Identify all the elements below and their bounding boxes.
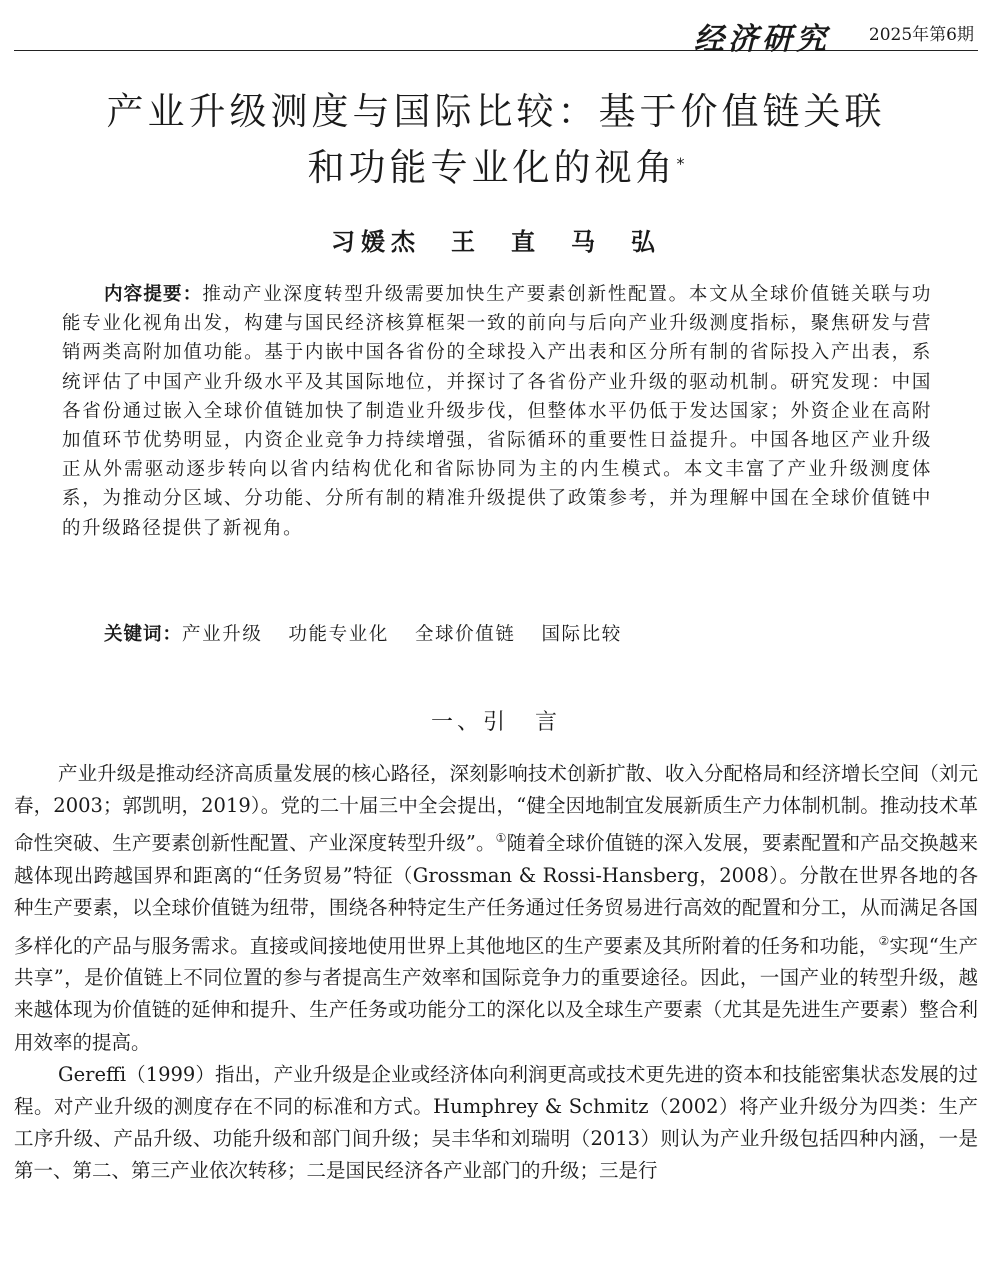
- title-footnote-mark: *: [676, 154, 685, 173]
- footnote-ref[interactable]: ②: [878, 933, 890, 948]
- authors: 习媛杰 王 直 马 弘: [331, 228, 661, 256]
- body-text: [14, 758, 978, 1188]
- abstract-label: 内容提要：: [104, 284, 203, 305]
- paragraph: Gereffi（1999）指出，产业升级是企业或经济体向利润更高或技术更先进的资本和技能密集状态发展的过程。对产业升级的测度存在不同的标准和方式。Humphrey & Schmitz（2002）将产业升级分为四类：生产工序升级、产品升级、功能升级和部门间升级；吴丰华和刘瑞明（2013）则认为产业升级包括四种内涵，一是第一、第二、第三产业依次转移；二是国民经济各产业部门的升级；三是行: [14, 1062, 979, 1183]
- paragraph: 产业升级是推动经济高质量发展的核心路径，深刻影响技术创新扩散、收入分配格局和经济增长空间（刘元春，2003；郭凯明，2019）。党的二十届三中全会提出，“健全因地制宜发展新质生产力体制机制。推动技术革命性突破、生产要素创新性配置、产业深度转型升级”。①随着全球价值链的深入发展，要素配置和产品交换越来越体现出跨越国界和距离的“任务贸易”特征（Grossman & Rossi-Hansberg，2008）。分散在世界各地的各种生产要素，以全球价值链为纽带，围绕各种特定生产任务通过任务贸易进行高效的配置和分工，从而满足各国多样化的产品与服务需求。直接或间接地使用世界上其他地区的生产要素及其所附着的任务和功能，②实现“生产共享”，是价值链上不同位置的参与者提高生产效率和国际竞争力的重要途径。因此，一国产业的转型升级，越来越体现为价值链的延伸和提升、生产任务或功能分工的深化以及全球生产要素（尤其是先进生产要素）整合利用效率的提高。: [14, 762, 978, 1054]
- section-heading: 一、引 言: [430, 710, 561, 735]
- keywords-label: 关键词：: [104, 624, 183, 645]
- abstract-text: 推动产业深度转型升级需要加快生产要素创新性配置。本文从全球价值链关联与功能专业化视角出发，构建与国民经济核算框架一致的前向与后向产业升级测度指标，聚焦研发与营销两类高附加值功能。基于内嵌中国各省份的全球投入产出表和区分所有制的省际投入产出表，系统评估了中国产业升级水平及其国际地位，并探讨了各省份产业升级的驱动机制。研究发现：中国各省份通过嵌入全球价值链加快了制造业升级步伐，但整体水平仍低于发达国家；外资企业在高附加值环节优势明显，内资企业竞争力持续增强，省际循环的重要性日益提升。中国各地区产业升级正从外需驱动逐步转向以省内结构优化和省际协同为主的内生模式。本文丰富了产业升级测度体系，为推动分区域、分功能、分所有制的精准升级提供了政策参考，并为理解中国在全球价值链中的升级路径提供了新视角。: [62, 284, 932, 539]
- keyword: 功能专业化: [288, 624, 389, 645]
- keyword: 国际比较: [541, 624, 622, 645]
- issue-label: 2025年第6期: [868, 25, 974, 45]
- page-header: [14, 10, 978, 57]
- title-line-1: 产业升级测度与国际比较：基于价值链关联: [106, 90, 886, 133]
- abstract: [62, 280, 932, 543]
- title-line-2: 和功能专业化的视角*: [307, 146, 685, 189]
- footnote-ref[interactable]: ①: [495, 831, 507, 846]
- keywords: [104, 620, 934, 646]
- article-title: [0, 84, 992, 196]
- journal-logo: 经济研究: [694, 22, 830, 57]
- keyword: 产业升级: [182, 624, 263, 645]
- keyword: 全球价值链: [414, 624, 516, 645]
